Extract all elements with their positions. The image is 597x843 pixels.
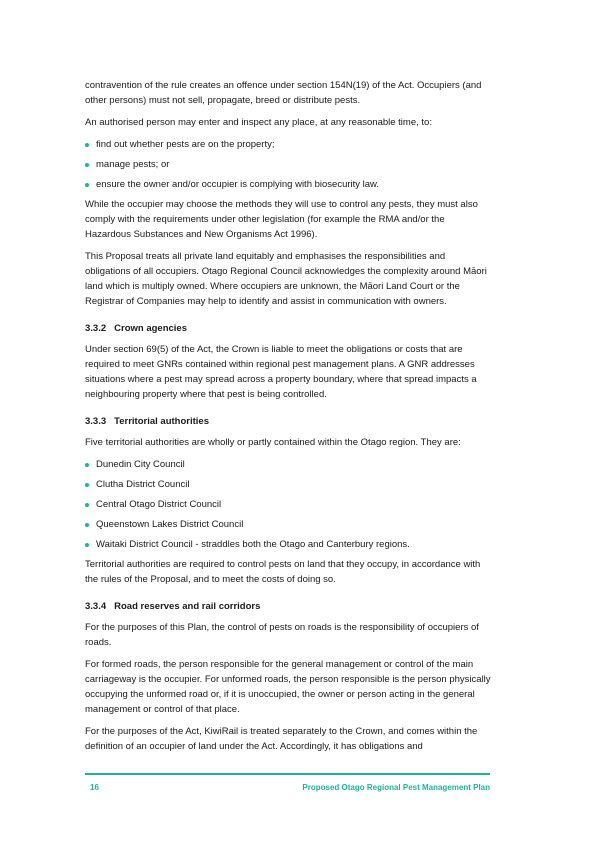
page-footer (85, 783, 490, 792)
paragraph: contravention of the rule creates an offence under section 154N(19) of the Act. Occupiers (and other persons) must not sell, propagate, breed or distribute pests. (85, 80, 482, 106)
paragraph: Territorial authorities are required to control pests on land that they occupy, in accordance with the rules of the Proposal, and to meet the costs of doing so. (85, 559, 481, 585)
section-heading (85, 321, 491, 336)
list-item-text: Waitaki District Council - straddles both the Otago and Canterbury regions. (96, 539, 410, 550)
section-number: 3.3.2 (85, 323, 107, 334)
page-content (85, 78, 491, 761)
list-item (85, 537, 491, 552)
list-item (85, 517, 491, 532)
paragraph: For the purposes of the Act, KiwiRail is treated separately to the Crown, and comes within the definition of an occupier of land under the Act. Accordingly, it has obligations and (85, 726, 478, 752)
page-number: 16 (90, 783, 99, 792)
bullet-icon (85, 543, 89, 547)
paragraph: Under section 69(5) of the Act, the Crown is liable to meet the obligations or costs that are required to meet GNRs contained within regional pest management plans. A GNR addresses situations where a pest may spread across a property boundary, where that spread impacts a neighbouring property where that pest is being controlled. (85, 344, 477, 400)
list-item (85, 497, 491, 512)
section-number: 3.3.4 (85, 601, 107, 612)
list-item-text: Queenstown Lakes District Council (96, 519, 244, 530)
section-title: Crown agencies (114, 323, 187, 334)
section-heading (85, 599, 491, 614)
document-title: Proposed Otago Regional Pest Management Plan (302, 783, 490, 792)
list-item (85, 457, 491, 472)
bullet-list (85, 457, 491, 552)
list-item-text: Central Otago District Council (96, 499, 222, 510)
list-item-text: ensure the owner and/or occupier is complying with biosecurity law. (96, 179, 380, 190)
bullet-icon (85, 143, 89, 147)
paragraph: For formed roads, the person responsible for the general management or control of the main carriageway is the occupier. For unformed roads, the person responsible is the person physically occupying the unformed road or, if it is unoccupied, the owner or person acting in the general management or control of that place. (85, 659, 491, 715)
section-title: Road reserves and rail corridors (114, 601, 261, 612)
bullet-icon (85, 503, 89, 507)
bullet-icon (85, 183, 89, 187)
section-number: 3.3.3 (85, 416, 107, 427)
list-item-text: Clutha District Council (96, 479, 190, 490)
paragraph: This Proposal treats all private land equitably and emphasises the responsibilities and obligations of all occupiers. Otago Regional Council acknowledges the complexity around Māori land which is multiply owned. Where occupiers are unknown, the Māori Land Court or the Registrar of Companies may help to identify and assist in communication with owners. (85, 251, 487, 307)
bullet-icon (85, 163, 89, 167)
list-item-text: find out whether pests are on the property; (96, 139, 275, 150)
footer-divider (85, 773, 490, 775)
list-item (85, 137, 491, 152)
bullet-icon (85, 523, 89, 527)
paragraph: For the purposes of this Plan, the control of pests on roads is the responsibility of occupiers of roads. (85, 622, 479, 648)
bullet-icon (85, 483, 89, 487)
paragraph: While the occupier may choose the methods they will use to control any pests, they must also comply with the requirements under other legislation (for example the RMA and/or the Hazardous Substances and New Organisms Act 1996). (85, 199, 478, 240)
bullet-icon (85, 463, 89, 467)
section-heading (85, 414, 491, 429)
list-item (85, 157, 491, 172)
list-item-text: manage pests; or (96, 159, 170, 170)
section-title: Territorial authorities (114, 416, 209, 427)
paragraph: An authorised person may enter and inspect any place, at any reasonable time, to: (85, 117, 432, 128)
list-item-text: Dunedin City Council (96, 459, 185, 470)
list-item (85, 477, 491, 492)
paragraph: Five territorial authorities are wholly or partly contained within the Otago region. They are: (85, 437, 461, 448)
list-item (85, 177, 491, 192)
bullet-list (85, 137, 491, 192)
